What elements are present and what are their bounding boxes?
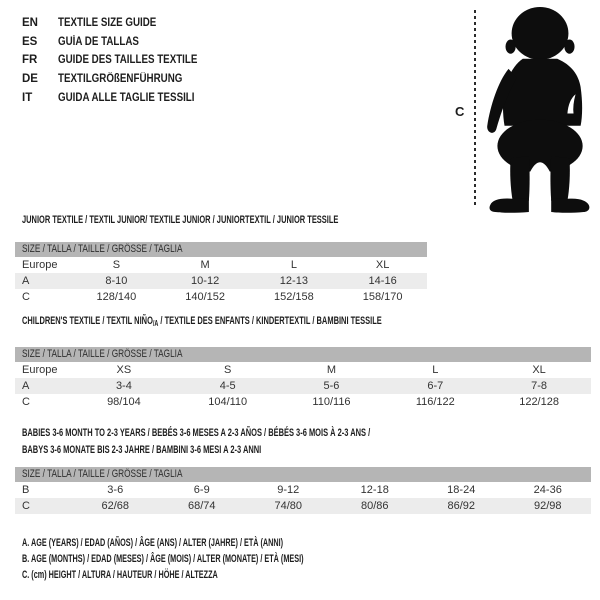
table-row bbox=[15, 482, 591, 498]
toddler-silhouette-image bbox=[482, 6, 594, 214]
size-cell: M bbox=[200, 259, 210, 271]
babies-table-title: BABIES 3-6 MONTH TO 2-3 YEARS / BEBÉS 3-6 MESES A 2-3 AÑOS / BÉBÉS 3-6 MOIS À 2-3 ANS / BABYS 3-6 MONATE BIS 2-3 JAHRE / BAMBINI 3-6 MESI A 2-3 ANNI bbox=[22, 427, 371, 456]
size-cell: 4-5 bbox=[219, 380, 236, 392]
size-header-bar: SIZE / TALLA / TAILLE / GRÖSSE / TAGLIA bbox=[15, 242, 427, 257]
size-cell: M bbox=[326, 364, 337, 376]
junior-size-table bbox=[15, 242, 427, 305]
size-cell: 18-24 bbox=[447, 484, 476, 496]
size-cell: 104/110 bbox=[208, 396, 248, 408]
lang-title: GUIDE DES TAILLES TEXTILE bbox=[58, 54, 198, 67]
lang-title: TEXTILE SIZE GUIDE bbox=[58, 17, 157, 30]
row-label: Europe bbox=[22, 364, 58, 376]
lang-title: GUÍA DE TALLAS bbox=[58, 35, 139, 48]
size-cell: 3-4 bbox=[115, 380, 132, 392]
size-cell: 98/104 bbox=[107, 396, 141, 408]
size-cell: L bbox=[432, 364, 439, 376]
lang-code: ES bbox=[22, 35, 38, 48]
row-label: B bbox=[22, 484, 30, 496]
babies-size-table bbox=[15, 467, 591, 514]
size-cell: 8-10 bbox=[105, 275, 128, 287]
size-cell: 12-18 bbox=[360, 484, 389, 496]
size-cell: 80/86 bbox=[360, 500, 389, 512]
size-cell: 68/74 bbox=[187, 500, 216, 512]
size-cell: 6-7 bbox=[427, 380, 444, 392]
size-cell: 86/92 bbox=[447, 500, 476, 512]
lang-row-en bbox=[22, 14, 222, 33]
row-label: A bbox=[22, 380, 30, 392]
row-label: C bbox=[22, 396, 30, 408]
size-cell: 24-36 bbox=[533, 484, 562, 496]
size-cell: 6-9 bbox=[193, 484, 210, 496]
size-cell: 12-13 bbox=[279, 275, 308, 287]
lang-title: GUIDA ALLE TAGLIE TESSILI bbox=[58, 91, 195, 104]
table-row bbox=[15, 362, 591, 378]
language-title-list bbox=[22, 14, 222, 107]
size-cell: XL bbox=[532, 364, 546, 376]
size-cell: 122/128 bbox=[519, 396, 559, 408]
size-cell: 62/68 bbox=[101, 500, 130, 512]
table-row bbox=[15, 498, 591, 514]
size-cell: L bbox=[290, 259, 297, 271]
size-cell: 140/152 bbox=[185, 291, 225, 303]
lang-row-es bbox=[22, 33, 222, 52]
size-cell: XS bbox=[116, 364, 132, 376]
size-cell: 116/122 bbox=[415, 396, 455, 408]
height-measure-dashed-line bbox=[474, 10, 476, 208]
footnote-c: C. (cm) HEIGHT / ALTURA / HAUTEUR / HÖHE / ALTEZZA bbox=[22, 569, 218, 582]
size-cell: 3-6 bbox=[107, 484, 124, 496]
lang-row-fr bbox=[22, 51, 222, 70]
table-row bbox=[15, 273, 427, 289]
size-cell: S bbox=[224, 364, 232, 376]
lang-code: EN bbox=[22, 17, 38, 30]
lang-code: FR bbox=[22, 54, 38, 67]
table-row bbox=[15, 378, 591, 394]
lang-row-de bbox=[22, 70, 222, 89]
size-header-bar: SIZE / TALLA / TAILLE / GRÖSSE / TAGLIA bbox=[15, 467, 591, 482]
size-cell: 128/140 bbox=[96, 291, 137, 303]
size-cell: 7-8 bbox=[531, 380, 548, 392]
row-label: C bbox=[22, 291, 30, 303]
children-size-table bbox=[15, 347, 591, 410]
size-cell: S bbox=[112, 259, 121, 271]
row-label: C bbox=[22, 500, 30, 512]
lang-code: IT bbox=[22, 91, 33, 104]
lang-title: TEXTILGRÖßENFÜHRUNG bbox=[58, 73, 183, 86]
size-cell: 14-16 bbox=[368, 275, 397, 287]
size-cell: 110/116 bbox=[312, 396, 351, 408]
lang-row-it bbox=[22, 88, 222, 107]
lang-code: DE bbox=[22, 73, 38, 86]
junior-table-title: JUNIOR TEXTILE / TEXTIL JUNIOR/ TEXTILE JUNIOR / JUNIORTEXTIL / JUNIOR TESSILE bbox=[22, 214, 339, 226]
children-table-title: CHILDREN'S TEXTILE / TEXTIL $NIÑO_{/A}$ / TEXTILE DES ENFANTS / KINDERTEXTIL / BAMBINI TESSILE bbox=[22, 315, 382, 328]
row-label: A bbox=[22, 275, 30, 287]
size-cell: 74/80 bbox=[274, 500, 303, 512]
footnote-b: B. AGE (MONTHS) / EDAD (MESES) / ÂGE (MOIS) / ALTER (MONATE) / ETÀ (MESI) bbox=[22, 553, 304, 566]
table-row bbox=[15, 394, 591, 410]
footnote-a: A. AGE (YEARS) / EDAD (AÑOS) / ÂGE (ANS) / ALTER (JAHRE) / ETÀ (ANNI) bbox=[22, 537, 284, 549]
size-cell: 152/158 bbox=[273, 291, 314, 303]
table-row bbox=[15, 289, 427, 305]
size-cell: XL bbox=[375, 259, 390, 271]
size-cell: 92/98 bbox=[533, 500, 562, 512]
size-header-bar: SIZE / TALLA / TAILLE / GRÖSSE / TAGLIA bbox=[15, 347, 591, 362]
size-cell: 158/170 bbox=[362, 291, 403, 303]
size-cell: 10-12 bbox=[191, 275, 220, 287]
measure-letter-c: C bbox=[455, 104, 465, 119]
size-cell: 5-6 bbox=[323, 380, 340, 392]
table-row bbox=[15, 257, 427, 273]
legend-footnotes bbox=[22, 535, 449, 584]
row-label: Europe bbox=[22, 259, 58, 271]
size-cell: 9-12 bbox=[277, 484, 300, 496]
